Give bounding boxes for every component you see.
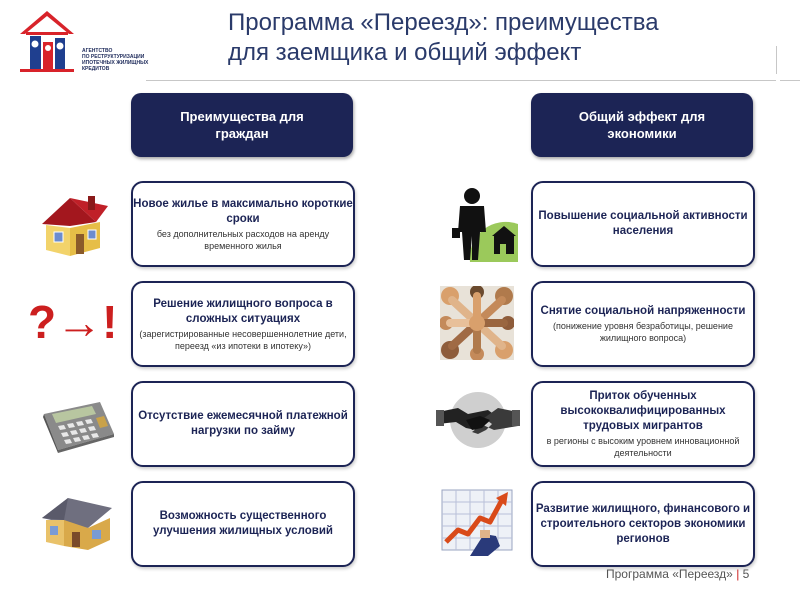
card-title: Возможность существенного улучшения жилищных условий	[153, 510, 333, 537]
house-renovation-icon	[38, 494, 116, 552]
businessman-icon	[442, 184, 520, 262]
card-title: Снятие социальной напряженности	[540, 305, 746, 317]
citizens-benefits-header: Преимущества для граждан	[131, 93, 353, 157]
benefit-card-housing-improvement	[131, 481, 355, 567]
card-title: Отсутствие ежемесячной платежной нагрузки по займу	[138, 410, 348, 437]
agency-logo	[18, 8, 149, 74]
card-subtitle: в регионы с высоким уровнем инновационной деятельности	[546, 436, 740, 458]
footer	[606, 567, 749, 581]
card-subtitle: без дополнительных расходов на аренду временного жилья	[156, 228, 330, 251]
effect-card-migrants-inflow	[531, 381, 755, 467]
logo-text: АГЕНТСТВО ПО РЕСТРУКТУРИЗАЦИИ ИПОТЕЧНЫХ ЖИЛИЩНЫХ КРЕДИТОВ	[82, 48, 149, 72]
economy-effect-header: Общий эффект для экономики	[531, 93, 753, 157]
card-title: Повышение социальной активности населения	[538, 210, 748, 237]
card-title: Новое жилье в максимально короткие сроки	[133, 197, 353, 225]
effect-card-social-activity	[531, 181, 755, 267]
team-hands-icon	[440, 286, 514, 360]
calculator-icon	[38, 398, 118, 454]
card-title: Приток обученных высококвалифицированных трудовых мигрантов	[560, 390, 726, 432]
benefit-card-difficult-situations	[131, 281, 355, 367]
footer-separator: |	[736, 567, 740, 581]
effect-card-social-tension	[531, 281, 755, 367]
effect-card-sector-development	[531, 481, 755, 567]
title-divider-tail	[780, 80, 800, 81]
card-subtitle: (зарегистрированные несовершеннолетние дети, переезд «из ипотеки в ипотеку»)	[139, 328, 347, 351]
card-title: Развитие жилищного, финансового и строительного секторов экономики регионов	[535, 502, 751, 545]
logo-house-icon	[18, 8, 78, 74]
benefit-card-new-housing	[131, 181, 355, 267]
handshake-icon	[436, 390, 520, 450]
title-divider-vertical	[776, 46, 777, 74]
growth-chart-icon	[440, 488, 522, 556]
card-subtitle: (понижение уровня безработицы, решение жилищного вопроса)	[553, 321, 733, 343]
question-to-answer-icon: ?→!	[28, 296, 118, 348]
title-divider	[146, 80, 776, 81]
page-number: 5	[742, 567, 750, 581]
card-title: Решение жилищного вопроса в сложных ситуациях	[153, 297, 333, 325]
house-icon	[36, 192, 114, 260]
footer-program: Программа «Переезд»	[606, 567, 733, 581]
benefit-card-no-monthly-payments	[131, 381, 355, 467]
page-title: Программа «Переезд»: преимущества для заемщика и общий эффект	[228, 9, 659, 66]
